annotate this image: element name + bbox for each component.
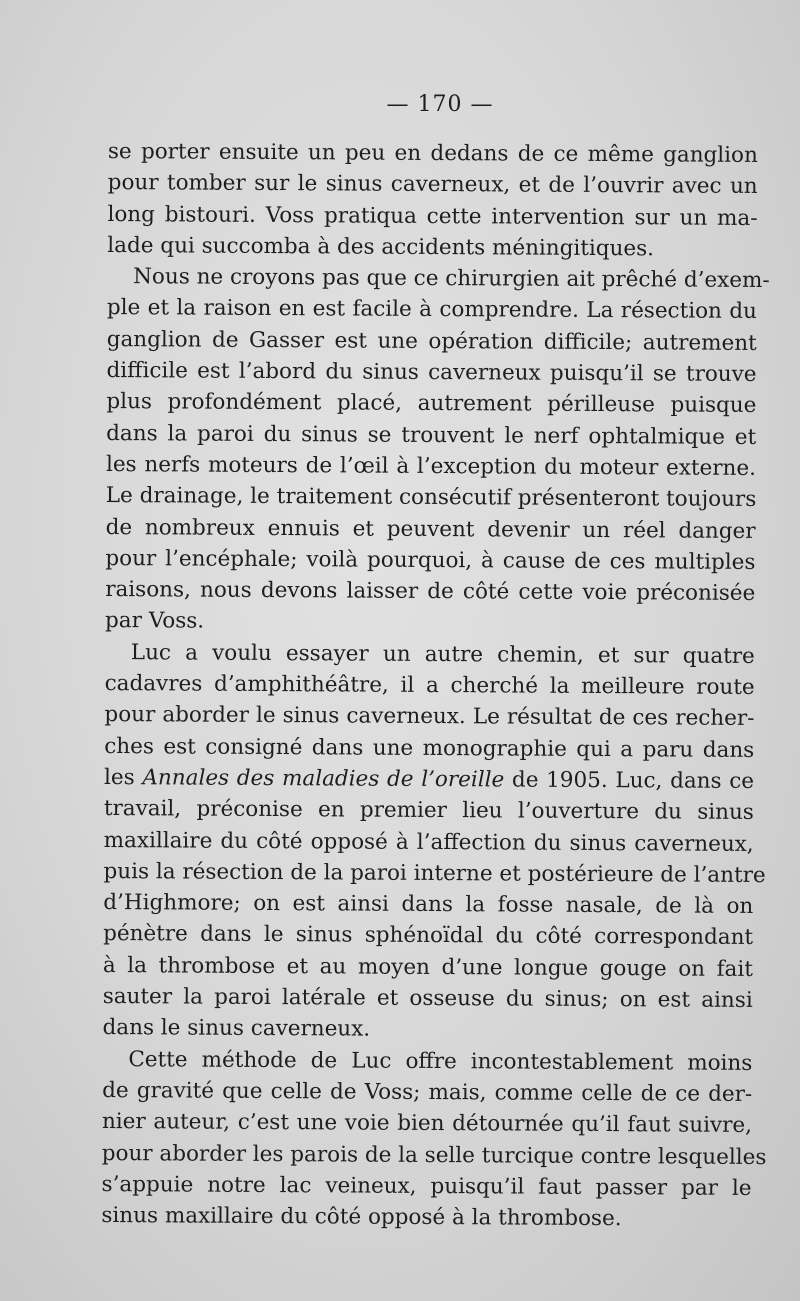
text-line: long bistouri. Voss pratiqua cette intervention sur un ma- [107, 201, 758, 231]
text-line: les nerfs moteurs de l’œil à l’exception du moteur externe. [105, 451, 757, 481]
text-line: maxillaire du côté opposé à l’affection du sinus caverneux, [103, 827, 754, 857]
text-line: pour aborder le sinus caverneux. Le résultat de ces recher- [104, 702, 755, 732]
paragraph-3 [102, 637, 766, 1048]
text-fragment: de 1905. Luc, dans ce [504, 767, 755, 794]
text-line: ches est consigné dans une monographie qui a paru dans [104, 733, 755, 763]
text-line: à la thrombose et au moyen d’une longue gouge on fait [102, 952, 753, 982]
text-line-with-journal-title [104, 762, 754, 797]
text-line: plus profondément placé, autrement périlleuse puisque [106, 389, 757, 419]
text-line: ple et la raison en est facile à comprendre. La résection du [106, 295, 758, 325]
paragraph-1 [107, 136, 758, 265]
text-line: se porter ensuite un peu en dedans de ce même ganglion [107, 138, 758, 168]
text-line: Nous ne croyons pas que ce chirurgien ait prêché d’exem- [133, 264, 770, 294]
paragraph-4 [101, 1044, 767, 1236]
paragraph-2 [104, 261, 770, 641]
text-line: Cette méthode de Luc offre incontestablement moins [128, 1046, 753, 1076]
text-line: sauter la paroi latérale et osseuse du sinus; on est ainsi [102, 983, 753, 1013]
text-line: d’Highmore; on est ainsi dans la fosse nasale, de là on [103, 890, 754, 920]
page-number: — 170 — [386, 92, 494, 117]
text-line: pour l’encéphale; voilà pourquoi, à cause de ces multiples [105, 545, 756, 575]
text-line: travail, préconise en premier lieu l’ouverture du sinus [103, 796, 754, 826]
text-line: puis la résection de la paroi interne et postérieure de l’antre [103, 858, 766, 888]
text-line: cadavres d’amphithéâtre, il a cherché la meilleure route [104, 671, 755, 701]
text-line: lade qui succomba à des accidents méningitiques. [107, 232, 655, 262]
text-line: ganglion de Gasser est une opération difficile; autrement [106, 326, 757, 356]
text-line: de gravité que celle de Voss; mais, comme celle de ce der- [102, 1077, 753, 1107]
text-line: dans la paroi du sinus se trouvent le nerf ophtalmique et [106, 420, 757, 450]
journal-title: Annales des maladies de l’oreille [142, 765, 505, 793]
text-fragment: les [104, 764, 143, 791]
text-line: difficile est l’abord du sinus caverneux puisqu’il se trouve [106, 358, 757, 388]
text-line: pour tomber sur le sinus caverneux, et de l’ouvrir avec un [107, 170, 758, 200]
text-line: Luc a voulu essayer un autre chemin, et sur quatre [130, 639, 755, 669]
text-line: raisons, nous devons laisser de côté cette voie préconisée [105, 577, 756, 607]
text-line: pénètre dans le sinus sphénoïdal du côté correspondant [103, 921, 754, 951]
text-line: dans le sinus caverneux. [102, 1015, 371, 1042]
text-line: s’appuie notre lac veineux, puisqu’il faut passer par le [101, 1171, 752, 1201]
text-line: par Voss. [104, 608, 205, 635]
text-line: sinus maxillaire du côté opposé à la thrombose. [101, 1203, 622, 1232]
body-text [101, 136, 770, 1235]
text-line: de nombreux ennuis et peuvent devenir un réel danger [105, 514, 756, 544]
text-line: Le drainage, le traitement consécutif présenteront toujours [105, 483, 757, 513]
text-line: pour aborder les parois de la selle turcique contre lesquelles [101, 1140, 767, 1170]
text-line: nier auteur, c’est une voie bien détournée qu’il faut suivre, [101, 1109, 753, 1139]
